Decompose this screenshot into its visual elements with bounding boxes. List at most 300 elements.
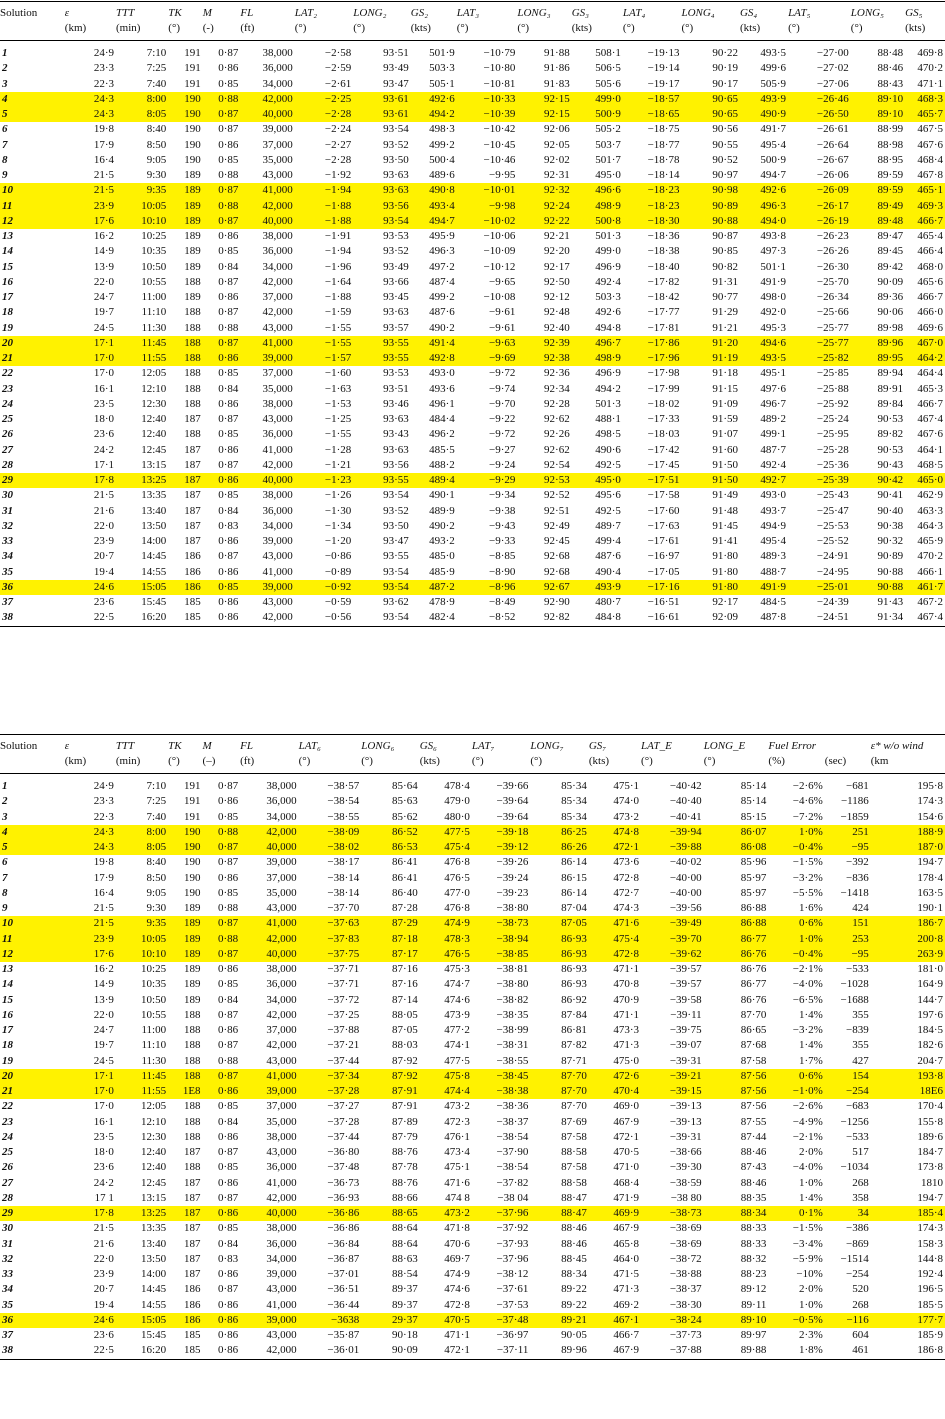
table-cell: −17·96 [623,351,682,366]
table-cell: 467·9 [613,1222,640,1235]
table-cell: −1·21 [324,458,352,471]
table-row [0,1069,945,1084]
table-row [0,810,945,825]
table-cell: 88·46 [740,1146,767,1158]
table-cell: 20·7 [93,1283,114,1296]
table-cell: 88·46 [561,1222,587,1235]
table-cell: 85·34 [561,780,587,792]
solution-number: 30 [2,489,13,502]
table-cell: 466·7 [905,214,945,229]
table-cell: 155·8 [917,1115,943,1128]
column-header: Solution [0,735,65,755]
table-cell: 90·56 [712,123,738,136]
table-cell: 90·53 [877,443,904,456]
table-cell: 14:00 [141,535,167,547]
table-cell: 466·7 [613,1329,640,1341]
table-cell: 193·8 [871,1069,945,1084]
table-row [0,321,945,336]
table-cell: 11:55 [116,1084,168,1099]
table-cell: 7:10 [146,780,167,792]
table-cell: 185·5 [917,1298,943,1311]
table-cell: 88·46 [561,1237,587,1250]
solution-number: 22 [2,367,13,380]
table-cell: −1·88 [295,214,354,229]
table-cell: −10·39 [457,107,518,122]
table-row [0,1115,945,1130]
table-cell: 469·8 [917,47,943,59]
table-cell: −25·39 [788,473,851,488]
table-cell: 520 [852,1283,869,1296]
table-cell: 43,000 [266,1283,297,1296]
table-cell: 88·64 [392,1222,418,1235]
table-cell: −39·30 [669,1161,702,1174]
table-cell: −4·9% [792,1115,823,1128]
table-cell: −37·25 [327,1008,360,1021]
table-cell: −16·51 [647,596,680,608]
table-cell: 87·56 [704,1084,769,1099]
table-cell: 466·0 [917,306,943,319]
table-cell: 92·26 [544,428,570,441]
table-cell: −36·84 [327,1237,360,1250]
table-cell: 7:10 [146,47,167,59]
table-cell: 0·85 [218,245,239,258]
table-cell: 0·87 [203,840,241,855]
table-cell: 19·4 [93,565,115,578]
table-cell: 493·6 [429,382,455,395]
table-cell: 92·39 [517,336,571,351]
table-cell: −37·83 [299,932,362,947]
table-cell: 489·2 [760,413,787,425]
table-row [0,138,945,153]
table-cell: 0·87 [217,856,239,869]
table-cell: 93·50 [383,153,409,166]
table-cell: 0·84 [218,382,239,395]
table-cell: −40·00 [669,871,702,884]
table-cell: 42,000 [240,932,298,947]
table-cell: −26·67 [816,153,849,166]
table-cell: −38·88 [669,1268,702,1280]
table-cell: 500·9 [572,107,623,122]
table-cell: −4·0% [792,1161,823,1174]
table-cell: −38·55 [496,1054,529,1067]
table-cell: 92·32 [517,183,571,198]
column-unit: (kts) [420,754,472,774]
table-cell: 7:40 [146,77,167,90]
table-cell: 0·88 [203,825,241,840]
table-cell: 188 [184,397,201,410]
table-row [0,107,945,122]
table-cell: 0·87 [217,780,239,792]
table-cell: 21·5 [93,489,115,502]
table-cell: −38 80 [670,1191,702,1204]
table-cell: −36·86 [299,1206,362,1221]
table-cell: 87·70 [530,1084,588,1099]
table-cell: 465·3 [917,382,943,395]
table-cell: 86·08 [704,840,769,855]
table-cell: −18·23 [623,183,682,198]
table-cell: 38,000 [266,963,297,975]
table-cell: −38·31 [496,1039,529,1052]
table-cell: 13:35 [141,489,167,502]
table-cell: 41,000 [262,443,293,456]
table-cell: 0·86 [203,351,241,366]
table-cell: 174·3 [917,795,943,808]
table-cell: 0·84 [217,993,239,1006]
table-cell: 16:20 [116,1343,168,1359]
table-cell: 495·4 [760,535,787,547]
table-cell: −36·97 [496,1329,529,1341]
table-cell: 187 [184,413,201,425]
table-cell: 477·5 [444,1054,470,1067]
column-unit: (kts) [589,754,641,774]
column-unit: (°) [295,21,354,41]
table-cell: −1688 [840,993,869,1006]
table-cell: 268 [852,1176,869,1189]
table-cell: 188 [184,1054,201,1067]
solution-number: 14 [2,978,13,991]
table-cell: 89·22 [561,1298,587,1311]
table-cell: −25·92 [816,397,849,410]
table-cell: 465·0 [905,473,945,488]
table-cell: −37·48 [327,1161,360,1174]
table-cell: 39,000 [262,535,293,547]
table-cell: 497·2 [429,260,455,273]
table-cell: −38·24 [641,1313,704,1328]
table-cell: 12:05 [141,1100,167,1113]
table-cell: 90·77 [712,291,738,303]
table-cell: 490·2 [429,519,455,532]
table-cell: 474·0 [613,795,640,808]
table-cell: −3·2% [792,1024,823,1036]
column-header: LAT₅ [788,2,851,22]
table-row [0,549,945,564]
table-cell: 40,000 [240,214,294,229]
column-unit: (–) [203,754,241,774]
table-cell: −1·94 [295,183,354,198]
table-cell: 88·03 [392,1039,418,1052]
table-cell: 21·5 [93,902,114,914]
table-cell: 0·85 [218,153,239,166]
table-cell: 86·76 [740,993,767,1006]
table-cell: 492·7 [740,473,788,488]
table-cell: 87·70 [561,1100,587,1113]
table-cell: 471·3 [613,1039,640,1052]
solution-number: 9 [2,902,8,914]
table-cell: 89·91 [877,382,904,395]
table-row [0,519,945,534]
column-header: M [203,2,241,22]
table-cell: −39·66 [496,780,529,792]
table-cell: 11:00 [141,1024,167,1036]
solution-number: 16 [2,1008,13,1021]
table-cell: 10:55 [141,1008,167,1021]
table-cell: 87·16 [392,963,418,975]
table-cell: −1·88 [295,199,354,214]
table-cell: −26·50 [788,107,851,122]
table-cell: 469·3 [905,199,945,214]
table-cell: 39,000 [266,1268,297,1280]
table-cell: 189 [184,260,201,273]
table-cell: 90·97 [712,169,738,181]
column-header: GS₇ [589,735,641,755]
table-cell: 9:35 [116,183,168,198]
table-cell: 468·0 [917,260,943,273]
table-cell: 91·45 [712,519,738,532]
table-cell: −1·59 [324,306,352,319]
solution-number: 38 [0,1343,65,1359]
table-row [0,77,945,92]
table-cell: 467·0 [905,336,945,351]
table-cell: 87·89 [392,1115,418,1128]
table-cell: 0·85 [217,1222,239,1235]
table-cell: −392 [846,856,869,869]
table-cell: −1418 [840,886,869,899]
table-cell: −39·23 [496,886,529,899]
table-cell: 0·86 [217,1176,239,1189]
table-cell: 493·0 [760,489,787,502]
table-cell: 87·05 [392,1024,418,1036]
table-cell: −26·30 [816,260,849,273]
table-cell: −36·44 [327,1298,360,1311]
table-cell: 89·36 [877,291,904,303]
table-cell: −19·14 [647,62,680,75]
table-cell: 188 [184,1039,201,1052]
table-cell: 93·63 [383,169,409,181]
table-row [0,1099,945,1114]
table-cell: −9·72 [488,367,516,380]
table-cell: 474 8 [445,1191,470,1204]
table-cell: −1·57 [295,351,354,366]
table-row [0,427,945,442]
solution-number: 36 [0,1313,65,1328]
column-unit: (°) [681,21,740,41]
table-row [0,1298,945,1313]
solution-number: 32 [2,519,13,532]
column-unit: (min) [116,21,168,41]
table-cell: 10:50 [141,993,167,1006]
table-cell: 88·35 [740,1191,767,1204]
table-cell: 38,000 [262,47,293,59]
table-row [0,534,945,549]
table-cell: −39·70 [641,932,704,947]
table-cell: 91·15 [712,382,738,395]
table-cell: 487·6 [595,550,621,563]
table-cell: −836 [846,871,869,884]
table-cell: 16·2 [93,230,115,242]
column-header: Fuel Error [768,735,824,755]
column-header: LAT₂ [295,2,354,22]
table-cell: 501·3 [595,397,621,410]
table-cell: −9·38 [488,504,516,517]
table-cell: 43,000 [266,1054,297,1067]
table-cell: 0·88 [217,902,239,914]
table-cell: 13:15 [141,458,167,471]
table-cell: 477·0 [444,886,470,899]
table-cell: −37·72 [327,993,360,1006]
table-cell: 85·63 [392,795,418,808]
table-cell: 24·7 [93,1024,114,1036]
table-row [0,1282,945,1297]
table-row [0,916,945,931]
table-cell: 0·84 [218,504,239,517]
table-cell: 503·3 [595,291,621,303]
solution-number: 11 [0,199,65,214]
table-cell: −39·94 [641,825,704,840]
table-cell: 185 [168,1343,202,1359]
table-cell: 89·82 [877,428,904,441]
table-cell: 0·85 [218,428,239,441]
table-cell: −2·25 [295,92,354,107]
table-cell: 92·68 [544,550,570,563]
table-cell: 505·9 [760,77,787,90]
table-cell: −18·30 [623,214,682,229]
table-cell: 186 [184,565,201,578]
table-cell: 469·6 [917,321,943,334]
table-cell: 93·54 [353,580,410,595]
table-cell: 93·61 [353,107,410,122]
table-cell: 469·7 [444,1252,470,1265]
table-cell: −37·70 [327,902,360,914]
column-header: LAT₆ [299,735,362,755]
table-cell: 92·28 [544,397,570,410]
table-cell: 194·7 [917,856,943,869]
table-cell: −37·63 [299,916,362,931]
table-cell: −37·88 [327,1024,360,1036]
table-cell: 195·8 [917,780,943,792]
table-cell: 191 [184,77,201,90]
table-cell: −24·51 [788,610,851,626]
table-cell: −25·88 [816,382,849,395]
table-cell: −10·09 [483,245,516,258]
table-cell: 1·0% [768,825,824,840]
table-cell: 85·62 [392,810,418,823]
table-cell: 89·42 [877,260,904,273]
table-row [0,595,945,610]
table-cell: 185 [184,596,201,608]
table-cell: −10·01 [457,183,518,198]
table-cell: 93·63 [383,443,409,456]
table-cell: 92·34 [544,382,570,395]
table-cell: 86·14 [561,856,587,869]
table-cell: −19·17 [647,77,680,90]
table-cell: 89·22 [561,1283,587,1296]
table-cell: −37·21 [327,1039,360,1052]
table-cell: 93·57 [383,321,409,334]
table-row [0,840,945,855]
solution-number: 18 [2,306,13,319]
table-cell: 190 [168,840,202,855]
table-cell: 40,000 [240,947,298,962]
table-cell: −37·28 [327,1115,360,1128]
table-cell: 495·1 [760,367,787,380]
solution-number: 18 [2,1039,13,1052]
table-cell: −25·77 [816,321,849,334]
table-cell: −1·53 [324,397,352,410]
table-cell: −9·34 [488,489,516,502]
table-cell: 0·86 [217,963,239,975]
table-cell: −37·61 [496,1283,529,1296]
table-cell: 91·88 [544,47,570,59]
table-cell: 16:20 [116,610,168,626]
table-cell: −27·02 [816,62,849,75]
table-cell: −1·55 [324,321,352,334]
table-cell: 92·51 [544,504,570,517]
table-cell: 0·86 [203,1206,241,1221]
table-cell: 36,000 [266,978,297,991]
table-cell: 499·4 [595,535,621,547]
table-cell: −25·77 [788,336,851,351]
table-cell: 13·9 [93,993,114,1006]
solution-number: 28 [2,458,13,471]
table-cell: −0·5% [768,1313,824,1328]
table-cell: 93·49 [383,62,409,75]
table-cell: 10:05 [116,932,168,947]
table-cell: 186 [168,1313,202,1328]
table-cell: 464·0 [613,1252,640,1265]
table-row [0,580,945,595]
table-cell: 187 [168,1206,202,1221]
table-cell: 0·86 [217,1298,239,1311]
table-row [0,1267,945,1282]
table-cell: −19·13 [647,47,680,59]
column-header: ε [65,735,116,755]
table-cell: 22·0 [93,1008,114,1021]
table-cell: 184·5 [917,1024,943,1036]
table-cell: 465·1 [905,183,945,198]
table-cell: 92·36 [544,367,570,380]
table-cell: −27·06 [816,77,849,90]
table-cell: 187 [184,1237,201,1250]
table-cell: −1·63 [324,382,352,395]
table-cell: 10:35 [141,245,167,258]
column-header: LONG_E [704,735,769,755]
table-cell: 86·15 [561,871,587,884]
table-cell: 497·6 [760,382,787,395]
table-cell: 174·3 [917,1222,943,1235]
table-cell: 467·1 [589,1313,641,1328]
table-cell: 11:30 [141,1054,167,1067]
table-cell: 87·58 [561,1130,587,1143]
table-cell: 479·0 [444,795,470,808]
table-row [0,825,945,840]
table-cell: 472·8 [444,1298,470,1311]
column-header: GS₅ [905,2,945,22]
table-cell: 88·76 [392,1176,418,1189]
table-cell: −10·45 [483,138,516,151]
table-cell: 17·8 [65,1206,116,1221]
table-cell: 0·87 [203,336,241,351]
table-cell: 0·84 [218,260,239,273]
table-row [0,153,945,168]
table-cell: 93·43 [383,428,409,441]
table-cell: −683 [846,1100,869,1113]
table-cell: 35,000 [266,886,297,899]
table-cell: 0·88 [203,932,241,947]
column-unit: (kts) [572,21,623,41]
table-cell: 38,000 [262,489,293,502]
table-cell: 9:35 [116,916,168,931]
table-cell: 87·05 [530,916,588,931]
table-cell: 484·8 [572,610,623,626]
table-cell: 92·15 [517,107,571,122]
table-cell: 86·92 [561,993,587,1006]
table-cell: −8·49 [488,596,516,608]
table-cell: 0·87 [218,550,239,563]
table-cell: 24·3 [65,92,116,107]
table-cell: −7·2% [792,810,823,823]
table-cell: −17·99 [647,382,680,395]
table-cell: 194·7 [917,1191,943,1204]
